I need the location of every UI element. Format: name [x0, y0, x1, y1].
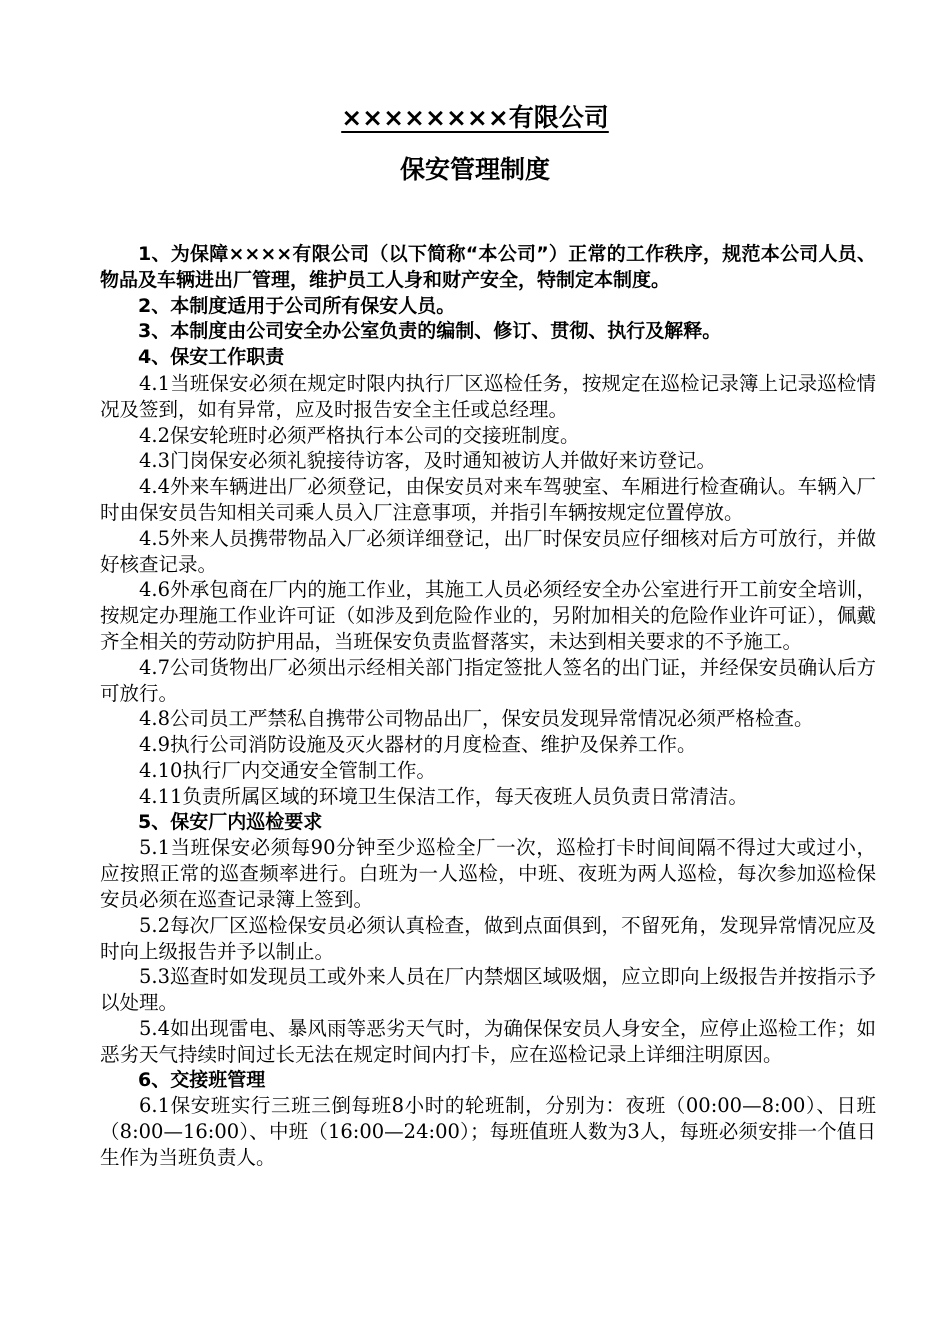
clause-paragraph: 4.4外来车辆进出厂必须登记，由保安员对来车驾驶室、车厢进行检查确认。车辆入厂时由保安员告知相关司乘人员入厂注意事项，并指引车辆按规定位置停放。 — [100, 475, 876, 524]
clause-paragraph: 4.6外承包商在厂内的施工作业，其施工人员必须经安全办公室进行开工前安全培训，按规定办理施工作业许可证（如涉及到危险作业的，另附加相关的危险作业许可证），佩戴齐全相关的劳动防护用品，当班保安负责监督落实，未达到相关要求的不予施工。 — [100, 578, 876, 653]
clause-paragraph: 5.3巡查时如发现员工或外来人员在厂内禁烟区域吸烟，应立即向上级报告并按指示予以处理。 — [100, 965, 876, 1015]
section-paragraph: 6、交接班管理 — [138, 1068, 266, 1091]
clause-paragraph: 4.7公司货物出厂必须出示经相关部门指定签批人签名的出门证，并经保安员确认后方可放行。 — [100, 655, 876, 705]
section-paragraph: 5、保安厂内巡检要求 — [138, 810, 323, 833]
clause-paragraph: 4.9执行公司消防设施及灭火器材的月度检查、维护及保养工作。 — [139, 733, 697, 757]
clause-paragraph: 5.4如出现雷电、暴风雨等恶劣天气时，为确保保安员人身安全，应停止巡检工作；如恶劣天气持续时间过长无法在规定时间内打卡，应在巡检记录上详细注明原因。 — [100, 1016, 876, 1066]
document-body — [100, 242, 876, 1171]
clause-paragraph: 4.3门岗保安必须礼貌接待访客，及时通知被访人并做好来访登记。 — [139, 449, 717, 473]
clause-paragraph: 4.8公司员工严禁私自携带公司物品出厂，保安员发现异常情况必须严格检查。 — [139, 707, 814, 731]
clause-paragraph: 5.1当班保安必须每90分钟至少巡检全厂一次，巡检打卡时间间隔不得过大或过小，应按照正常的巡查频率进行。白班为一人巡检，中班、夜班为两人巡检，每次参加巡检保安员必须在巡查记录簿上签到。 — [100, 836, 876, 911]
clause-paragraph: 4.10执行厂内交通安全管制工作。 — [139, 758, 436, 782]
section-paragraph: 1、为保障××××有限公司（以下简称“本公司”）正常的工作秩序，规范本公司人员、物品及车辆进出厂管理，维护员工人身和财产安全，特制定本制度。 — [100, 243, 876, 291]
clause-paragraph: 4.1当班保安必须在规定时限内执行厂区巡检任务，按规定在巡检记录簿上记录巡检情况及签到，如有异常，应及时报告安全主任或总经理。 — [100, 371, 876, 421]
clause-paragraph: 5.2每次厂区巡检保安员必须认真检查，做到点面俱到，不留死角，发现异常情况应及时向上级报告并予以制止。 — [100, 913, 876, 963]
clause-paragraph: 4.11负责所属区域的环境卫生保洁工作，每天夜班人员负责日常清洁。 — [139, 784, 748, 808]
section-paragraph: 3、本制度由公司安全办公室负责的编制、修订、贯彻、执行及解释。 — [138, 320, 722, 343]
section-paragraph: 4、保安工作职责 — [138, 346, 285, 369]
clause-paragraph: 4.2保安轮班时必须严格执行本公司的交接班制度。 — [139, 423, 580, 447]
section-paragraph: 2、本制度适用于公司所有保安人员。 — [138, 294, 456, 317]
clause-paragraph: 4.5外来人员携带物品入厂必须详细登记，出厂时保安员应仔细核对后方可放行，并做好核查记录。 — [100, 526, 876, 576]
document-title: 保安管理制度 — [399, 155, 550, 184]
company-title: ××××××××有限公司 — [341, 103, 609, 132]
clause-paragraph: 6.1保安班实行三班三倒每班8小时的轮班制，分别为：夜班（00:00—8:00）、日班（8:00—16:00）、中班（16:00—24:00）；每班值班人数为3人，每班必须安排一个值日生作为当班负责人。 — [100, 1094, 876, 1169]
